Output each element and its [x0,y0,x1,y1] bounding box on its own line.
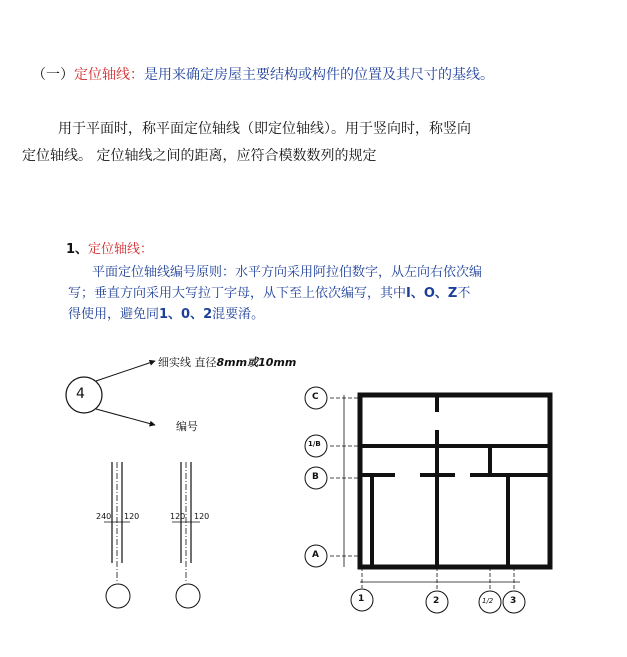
col-axis-label-1: 1 [358,594,365,604]
rule-part-2: 写；垂直方向采用大写拉丁字母，从下至上依次编写，其中 [68,286,407,301]
rule-part-1: 平面定位轴线编号原则：水平方向采用阿拉伯数字，从左向右依次编 [92,265,483,280]
row-axis-label-1b: 1/B [308,440,321,448]
thin-line-note-size: 8mm或10mm [216,356,297,369]
heading-term: 定位轴线： [74,67,144,83]
col-axis-label-3: 3 [510,596,517,606]
wall-axis-example-b [172,462,200,608]
number-note: 编号 [176,420,198,433]
row-axis-label-a: A [312,550,319,560]
thin-line-note [158,354,296,370]
floor-plan [305,387,550,613]
paragraph-line-2: 定位轴线。 定位轴线之间的距离，应符合模数数列的规定 [22,148,377,164]
wall-axis-example-a [104,462,130,608]
dim-b-right: 120 [194,512,210,521]
heading-definition: 是用来确定房屋主要结构或构件的位置及其尺寸的基线。 [144,67,494,83]
section-number: 1、 [66,242,89,257]
rule-forbidden-letters: I、O、Z [406,286,458,301]
heading-prefix: （一） [32,67,74,83]
section-title: 定位轴线： [88,242,154,257]
rule-part-3: 不 [457,286,471,301]
axis-circle-label: 4 [76,386,85,402]
thin-line-note-prefix: 细实线 直径 [158,356,217,369]
row-axis-label-c: C [312,392,319,402]
dim-a-right: 120 [124,512,140,521]
paragraph-line-1: 用于平面时，称平面定位轴线（即定位轴线）。用于竖向时，称竖向 [58,121,471,137]
dim-b-left: 120 [170,512,186,521]
dim-a-left: 240 [96,512,112,521]
rule-part-5: 混要淆。 [212,307,265,322]
col-axis-label-1-2: 1/2 [482,597,494,605]
rule-confusable-digits: 1、0、2 [159,307,213,322]
col-axis-label-2: 2 [433,596,440,606]
rule-part-4: 得使用，避免同 [68,307,160,322]
row-axis-label-b: B [312,472,319,482]
